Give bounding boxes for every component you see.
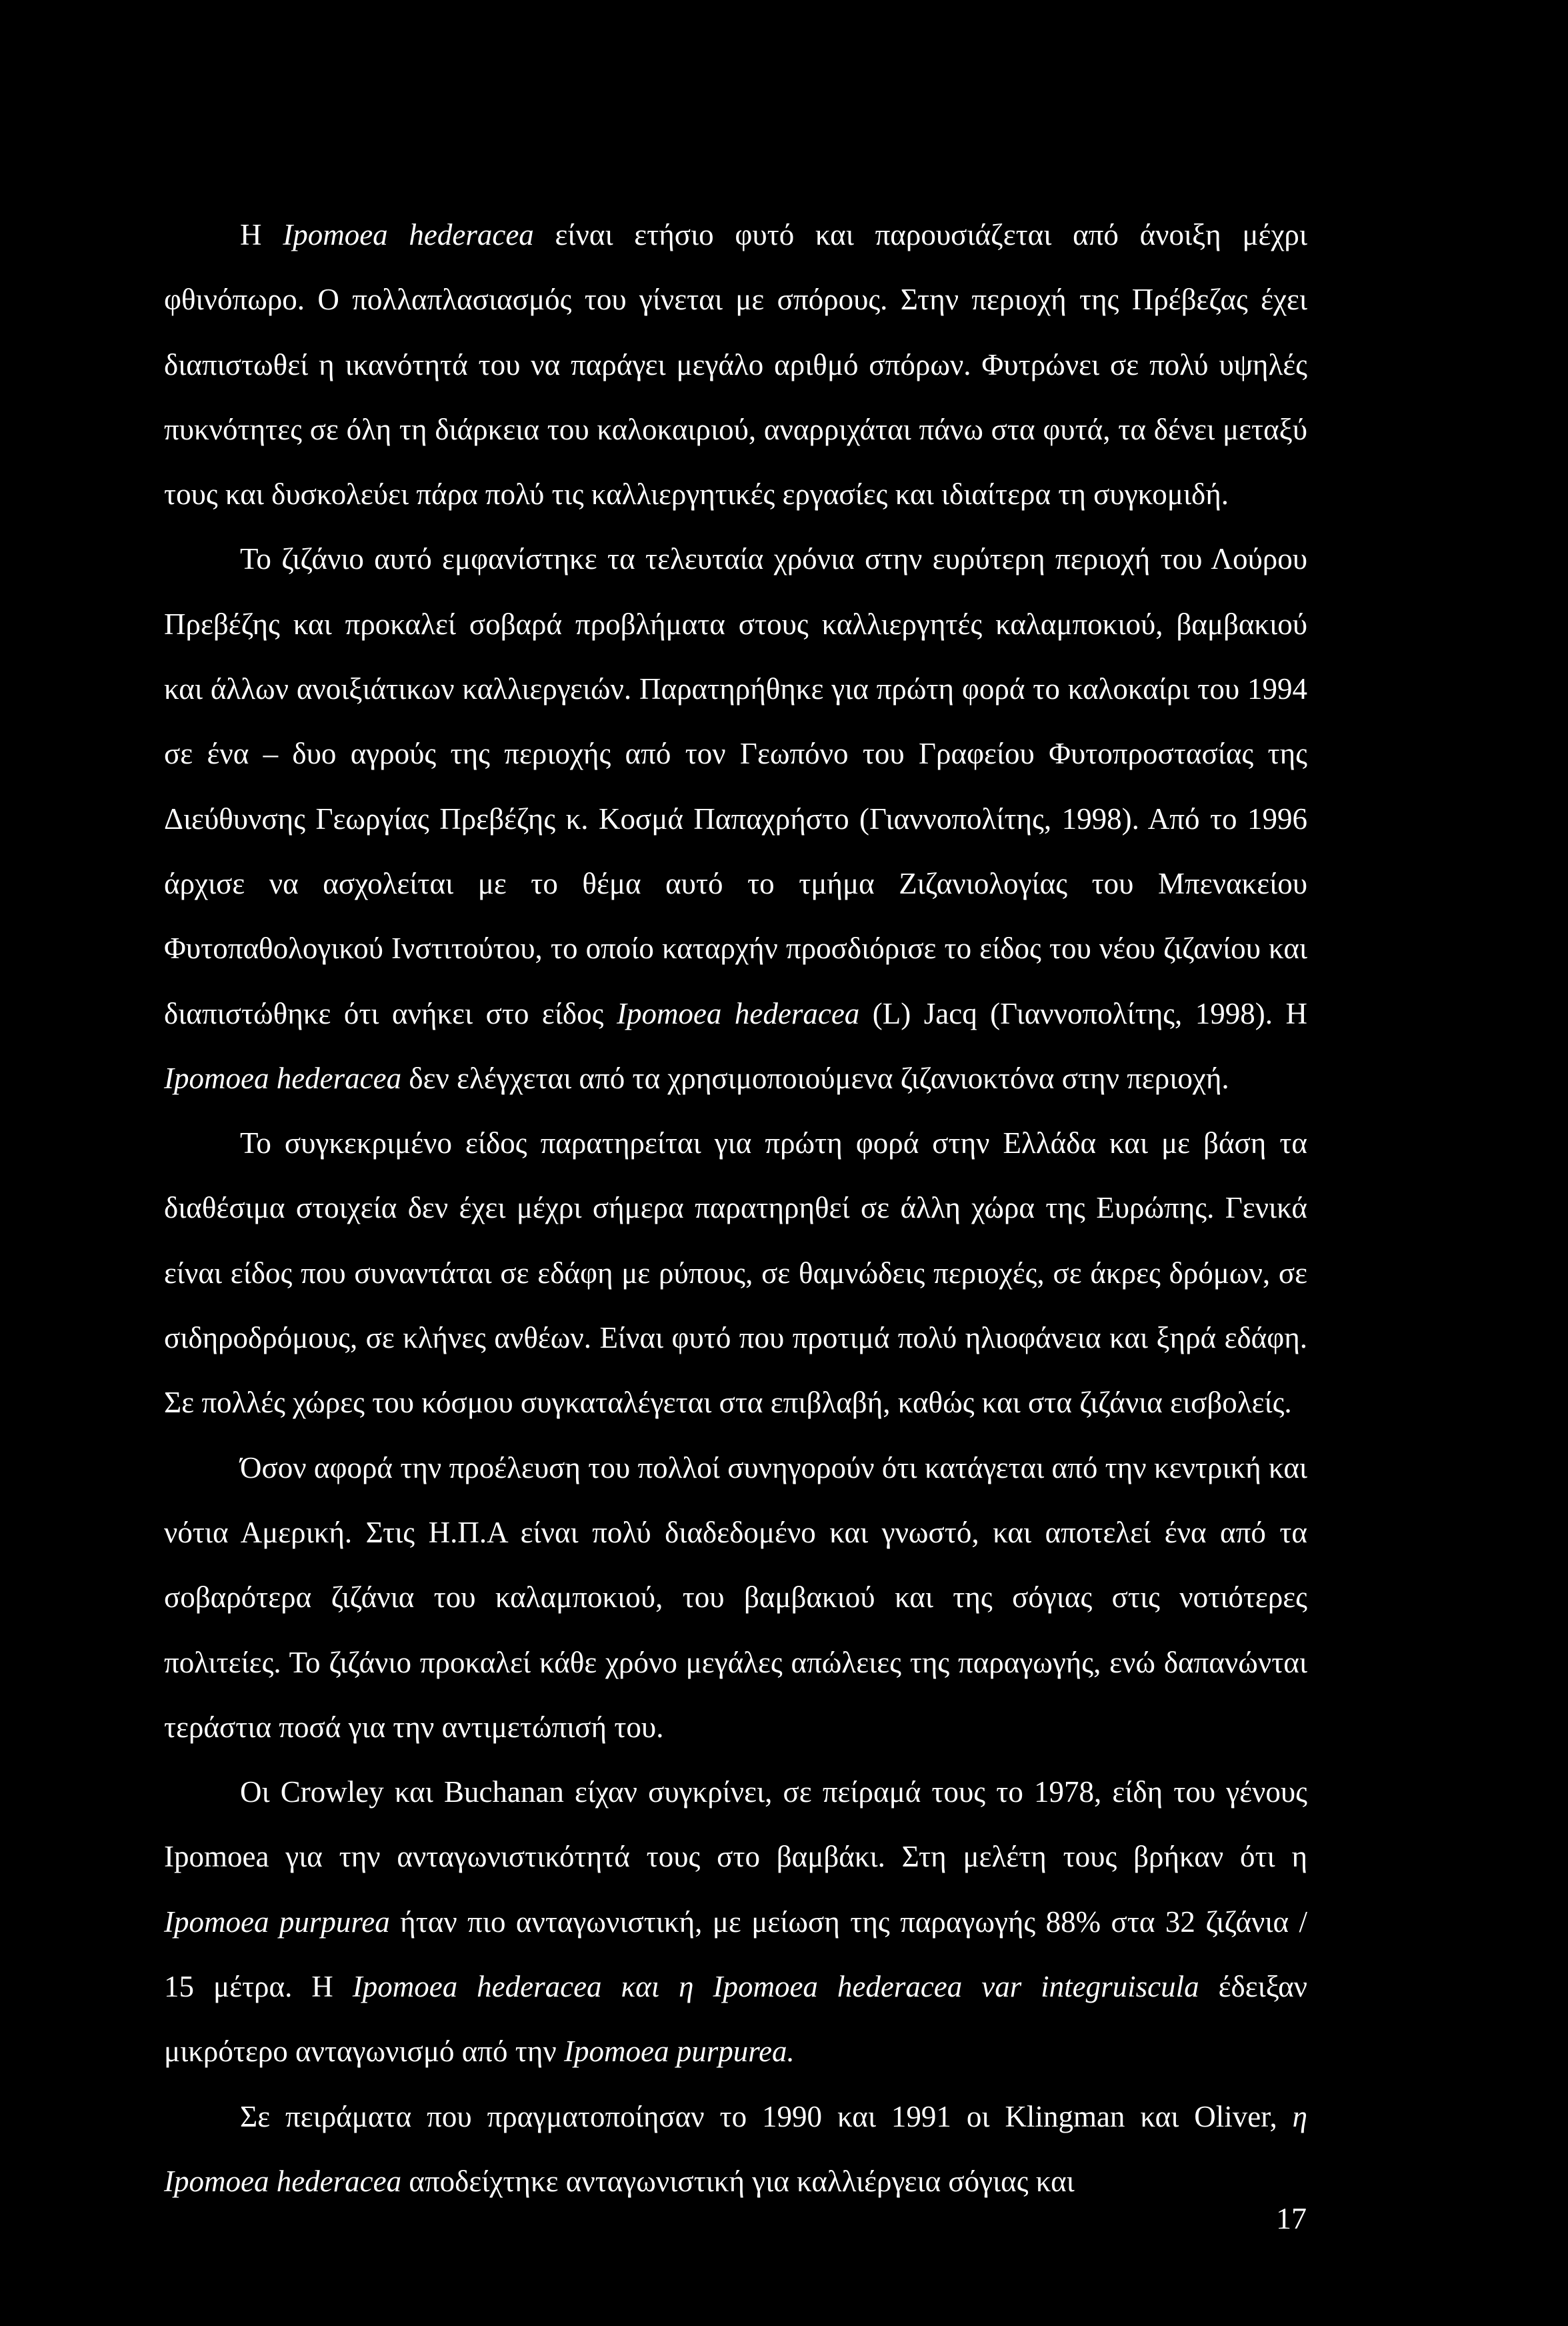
text-run: (L) Jacq (Γιαννοπολίτης, 1998). Η — [859, 996, 1308, 1030]
text-run: Η — [240, 218, 283, 251]
paragraph — [164, 1436, 1307, 1760]
paragraph — [164, 2085, 1307, 2215]
species-name: Ipomoea purpurea — [164, 1905, 390, 1939]
paragraph — [164, 1111, 1307, 1435]
paragraph — [164, 527, 1307, 1111]
text-run: Όσον αφορά την προέλευση του πολλοί συνηγορούν ότι κατάγεται από την κεντρική και νότια Αμερική. Στις Η.Π.Α είναι πολύ διαδεδομένο και γνωστό, και αποτελεί ένα από τα σοβαρότερα ζιζάνια του καλαμποκιού, του βαμβακιού και της σόγιας στις νοτιότερες πολιτείες. Το ζιζάνιο προκαλεί κάθε χρόνο μεγάλες απώλειες της παραγωγής, ενώ δαπανώνται τεράστια ποσά για την αντιμετώπισή του. — [164, 1450, 1307, 1744]
text-run: έδειξαν μικρότερο ανταγωνισμό από την — [164, 1970, 1308, 2069]
text-run: Το ζιζάνιο αυτό εμφανίστηκε τα τελευταία χρόνια στην ευρύτερη περιοχή του Λούρου Πρεβέζης και προκαλεί σοβαρά προβλήματα στους καλλιεργητές καλαμποκιού, βαμβακιού και άλλων ανοιξιάτικων καλλιεργειών. Παρατηρήθηκε για πρώτη φορά το καλοκαίρι του 1994 σε ένα – δυο αγρούς της περιοχής από τον Γεωπόνο του Γραφείου Φυτοπροστασίας της Διεύθυνσης Γεωργίας Πρεβέζης κ. Κοσμά Παπαχρήστο (Γιαννοπολίτης, 1998). Από το 1996 άρχισε να ασχολείται με το θέμα αυτό το τμήμα Ζιζανιολογίας του Μπενακείου Φυτοπαθολογικού Ινστιτούτου, το οποίο καταρχήν προσδιόρισε το είδος του νέου ζιζανίου και διαπιστώθηκε ότι ανήκει στο είδος — [164, 542, 1307, 1030]
text-run: δεν ελέγχεται από τα χρησιμοποιούμενα ζιζανιοκτόνα στην περιοχή. — [401, 1061, 1229, 1095]
paragraph — [164, 1760, 1307, 2084]
species-name: Ipomoea hederacea και η Ipomoea hederacea var integruiscula — [352, 1970, 1199, 2004]
page-number: 17 — [1276, 2201, 1307, 2235]
body-text — [164, 203, 1307, 2214]
text-run: Σε πειράματα που πραγματοποίησαν το 1990 και 1991 οι Klingman και Oliver, — [240, 2099, 1293, 2133]
species-name: Ipomoea purpurea. — [564, 2035, 795, 2069]
text-run: είναι ετήσιο φυτό και παρουσιάζεται από άνοιξη μέχρι φθινόπωρο. Ο πολλαπλασιασμός του γίνεται με σπόρους. Στην περιοχή της Πρέβεζας έχει διαπιστωθεί η ικανότητά του να παράγει μεγάλο αριθμό σπόρων. Φυτρώνει σε πολύ υψηλές πυκνότητες σε όλη τη διάρκεια του καλοκαιριού, αναρριχάται πάνω στα φυτά, τα δένει μεταξύ τους και δυσκολεύει πάρα πολύ τις καλλιεργητικές εργασίες και ιδιαίτερα τη συγκομιδή. — [164, 218, 1307, 511]
text-run: Οι Crowley και Buchanan είχαν συγκρίνει, σε πείραμά τους το 1978, είδη του γένους Ipomoea για την ανταγωνιστικότητά τους στο βαμβάκι. Στη μελέτη τους βρήκαν ότι η — [164, 1775, 1307, 1874]
species-name: Ipomoea hederacea — [164, 1061, 402, 1095]
species-name: Ipomoea hederacea — [616, 996, 860, 1030]
text-run: Το συγκεκριμένο είδος παρατηρείται για πρώτη φορά στην Ελλάδα και με βάση τα διαθέσιμα στοιχεία δεν έχει μέχρι σήμερα παρατηρηθεί σε άλλη χώρα της Ευρώπης. Γενικά είναι είδος που συναντάται σε εδάφη με ρύπους, σε θαμνώδεις περιοχές, σε άκρες δρόμων, σε σιδηροδρόμους, σε κλήνες ανθέων. Είναι φυτό που προτιμά πολύ ηλιοφάνεια και ξηρά εδάφη. Σε πολλές χώρες του κόσμου συγκαταλέγεται στα επιβλαβή, καθώς και στα ζιζάνια εισβολείς. — [164, 1126, 1307, 1420]
species-name: η Ipomoea hederacea — [164, 2099, 1307, 2198]
species-name: Ipomoea hederacea — [283, 218, 534, 251]
paragraph — [164, 203, 1307, 527]
text-run: αποδείχτηκε ανταγωνιστική για καλλιέργεια σόγιας και — [401, 2164, 1075, 2198]
text-run: ήταν πιο ανταγωνιστική, με μείωση της παραγωγής 88% στα 32 ζιζάνια / 15 μέτρα. Η — [164, 1905, 1307, 2004]
